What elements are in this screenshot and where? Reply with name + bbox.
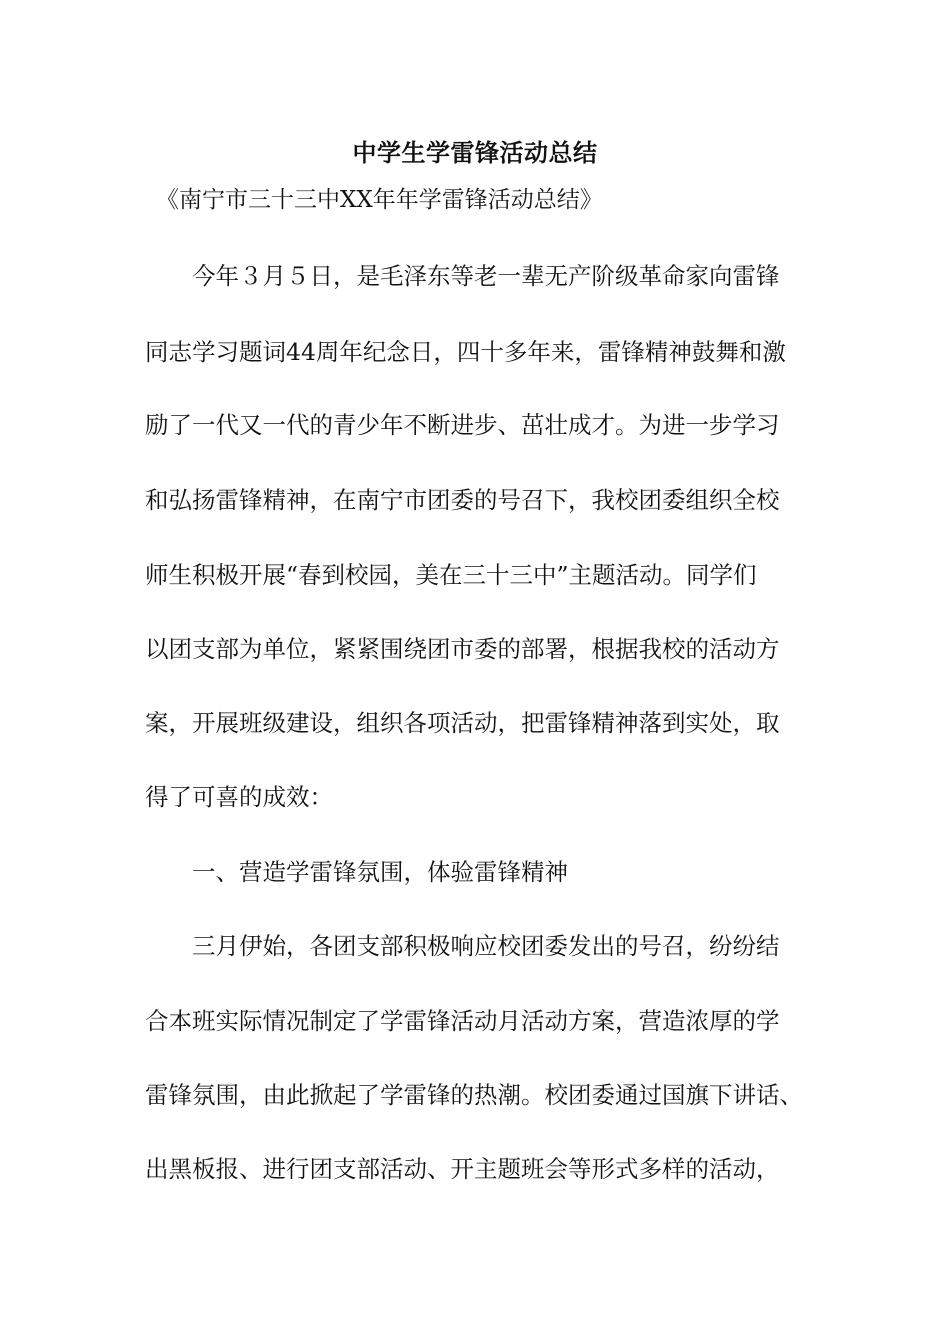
paragraph-line: 师生积极开展“春到校园，美在三十三中”主题活动。同学们 [145, 561, 757, 589]
document-subtitle: 《南宁市三十三中XX年年学雷锋活动总结》 [156, 187, 603, 213]
paragraph-line: 三月伊始，各团支部积极响应校团委发出的号召，纷纷结 [192, 932, 780, 960]
paragraph-line: 雷锋氛围，由此掀起了学雷锋的热潮。校团委通过国旗下讲话、 [145, 1081, 803, 1109]
paragraph-line: 以团支部为单位，紧紧围绕团市委的部署，根据我校的活动方 [145, 635, 780, 663]
paragraph-line: 和弘扬雷锋精神，在南宁市团委的号召下，我校团委组织全校 [145, 486, 780, 514]
paragraph-line: 今年３月５日，是毛泽东等老一辈无产阶级革命家向雷锋 [192, 262, 780, 290]
paragraph-line: 案，开展班级建设，组织各项活动，把雷锋精神落到实处，取 [145, 709, 780, 737]
paragraph-line: 得了可喜的成效： [145, 783, 333, 811]
paragraph-line: 合本班实际情况制定了学雷锋活动月活动方案，营造浓厚的学 [145, 1007, 780, 1035]
paragraph-line: 出黑板报、进行团支部活动、开主题班会等形式多样的活动， [145, 1155, 780, 1183]
paragraph-line: 同志学习题词44周年纪念日，四十多年来，雷锋精神鼓舞和激 [145, 338, 786, 366]
document-title: 中学生学雷锋活动总结 [352, 138, 598, 167]
paragraph-line: 励了一代又一代的青少年不断进步、茁壮成才。为进一步学习 [145, 411, 780, 439]
section-heading: 一、营造学雷锋氛围，体验雷锋精神 [192, 858, 568, 886]
